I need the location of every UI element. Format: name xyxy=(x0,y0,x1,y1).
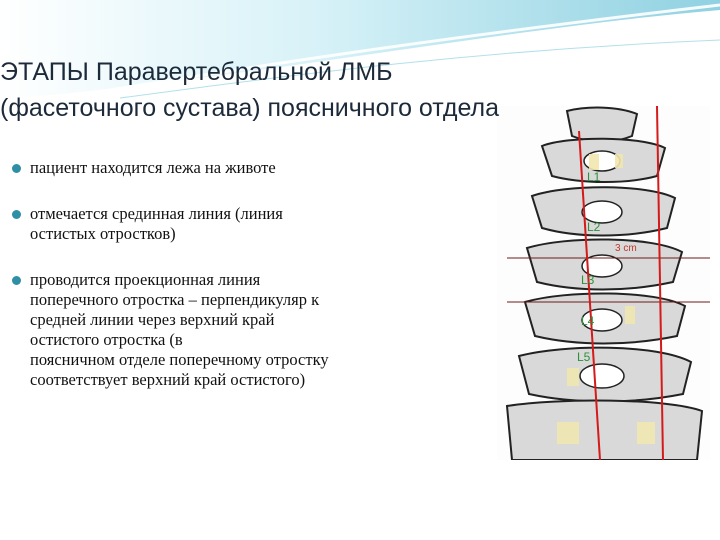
bullet-item xyxy=(12,270,432,390)
bullet-item xyxy=(12,204,432,244)
level-label: L2 xyxy=(587,220,601,234)
level-label: L1 xyxy=(587,170,601,184)
bullet-text: отмечается срединная линия (линия xyxy=(30,204,283,223)
bullet-dot-icon xyxy=(12,210,21,219)
lumbar-spine-illustration xyxy=(497,106,710,460)
level-label: L5 xyxy=(577,350,591,364)
bullet-item xyxy=(12,158,432,178)
level-label: L4 xyxy=(581,314,595,328)
bullet-text: проводится проекционная линия xyxy=(30,270,261,289)
distance-label: 3 cm xyxy=(615,243,637,254)
bullet-text: средней линии через верхний край xyxy=(30,310,275,329)
title-line-2: (фасеточного сустава) поясничного отдела xyxy=(0,94,500,122)
bullet-list xyxy=(12,158,432,416)
level-label: L3 xyxy=(581,273,595,287)
bullet-dot-icon xyxy=(12,276,21,285)
bullet-text: остистого отростка (в xyxy=(30,330,183,349)
bullet-dot-icon xyxy=(12,164,21,173)
bullet-text: поясничном отделе поперечному отростку xyxy=(30,350,329,369)
spine-drawing xyxy=(497,106,710,460)
bullet-text: соответствует верхний край остистого) xyxy=(30,370,306,389)
bullet-text: пациент находится лежа на животе xyxy=(30,158,276,177)
bullet-text: остистых отростков) xyxy=(30,224,176,243)
bullet-text: поперечного отростка – перпендикуляр к xyxy=(30,290,320,309)
title-line-1: ЭТАПЫ Паравертебральной ЛМБ xyxy=(0,58,393,86)
slide-title xyxy=(0,54,600,126)
